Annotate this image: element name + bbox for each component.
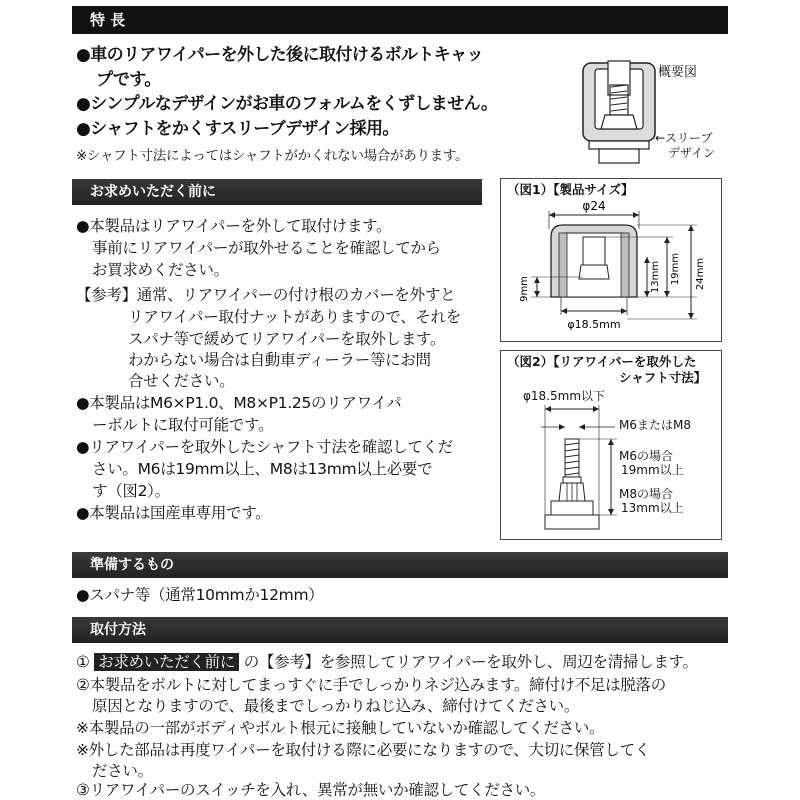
fig1-h24: 24mm <box>695 257 706 291</box>
install-line: ②本製品をボルトに対してまっすぐに手でしっかりネジ込みます。締付け不足は脱落の <box>76 676 666 694</box>
before-line: ーボルトに取付可能です。 <box>92 416 274 434</box>
fig2-m6-2: 19mm以上 <box>621 463 684 477</box>
product-size-diagram <box>501 179 721 339</box>
fig1-d24: φ24 <box>582 199 606 213</box>
before-line: ●本製品はM6×P1.0、M8×P1.25のリアワイパ <box>76 394 402 412</box>
install-line: ださい。 <box>92 762 153 780</box>
before-line: さい。M6は19mm以上、M8は13mm以上必要で <box>92 460 433 478</box>
install-line: ③リアワイパーのスイッチを入れ、異常が無いか確認してください。 <box>76 781 546 799</box>
feature-line-2: プです。 <box>96 70 161 90</box>
feature-line-4: ●シャフトをかくすスリーブデザイン採用。 <box>76 119 399 139</box>
before-line: 事前にリアワイパーが取外せることを確認してから <box>92 239 441 257</box>
install-heading: 取付方法 <box>72 617 728 643</box>
fig2-m6-1: M6の場合 <box>619 449 673 463</box>
fig2-title-1: （図2）【リアワイパーを取外した <box>507 354 697 369</box>
features-heading: 特 長 <box>72 6 728 34</box>
install-step-1 <box>76 652 698 672</box>
step1-reference-tag: お求めいただく前に <box>94 653 239 671</box>
before-line: ●本製品は国産車専用です。 <box>76 504 271 522</box>
fig2-thread: M6またはM8 <box>619 418 691 432</box>
fig1-h13: 13mm <box>650 260 661 294</box>
before-heading: お求めいただく前に <box>72 179 482 205</box>
before-line: お買求めください。 <box>92 261 229 279</box>
prep-item: ●スパナ等（通常10mmか12mm） <box>76 586 324 604</box>
install-line: 原因となりますので、最後までしっかりねじ込み、締付けてください。 <box>92 697 580 715</box>
feature-line-3: ●シンプルなデザインがお車のフォルムをくずしません。 <box>76 94 498 114</box>
sleeve-label-1: ←スリーブ <box>655 131 713 145</box>
step1-text: の【参考】を参照してリアワイパーを取外し、周辺を清掃します。 <box>243 653 698 671</box>
before-line: 合せください。 <box>128 372 235 390</box>
before-line: ●リアワイパーを取外したシャフト寸法を確認してくだ <box>76 438 453 456</box>
before-line: リアワイパー取付ナットがありますので、それを <box>128 308 462 326</box>
overview-illustration <box>575 55 665 165</box>
fig2-m8-1: M8の場合 <box>619 487 673 501</box>
prep-heading: 準備するもの <box>72 552 728 578</box>
feature-line-1: ●車のリアワイパーを外した後に取付けるボルトキャッ <box>76 45 483 65</box>
step1-number: ① <box>76 653 90 671</box>
fig1-title: （図1）【製品サイズ】 <box>507 182 634 197</box>
fig1-d185: φ18.5mm <box>567 318 621 331</box>
before-line: スパナ等で緩めてリアワイパーを取外します。 <box>128 330 446 348</box>
fig1-box <box>500 178 722 342</box>
fig2-box <box>500 350 722 540</box>
features-note: ※シャフト寸法によってはシャフトがかくれない場合があります。 <box>76 148 469 164</box>
overview-label: 概要図 <box>658 65 698 80</box>
sleeve-label-2: デザイン <box>668 146 716 160</box>
before-line: わからない場合は自動車ディーラー等にお問 <box>128 351 431 369</box>
before-line: ●本製品はリアワイパーを外して取付けます。 <box>76 217 392 235</box>
install-line: ※本製品の一部がボディやボルト根元に接触していないか確認してください。 <box>76 719 605 737</box>
fig2-title-2: シャフト寸法】 <box>619 370 707 385</box>
shaft-dimension-diagram <box>501 351 721 539</box>
install-line: ※外した部品は再度ワイパーを取付ける際に必要になりますので、大切に保管してく <box>76 741 651 759</box>
fig2-d185: φ18.5mm以下 <box>523 389 606 403</box>
fig1-h19: 19mm <box>670 252 681 286</box>
fig1-h9: 9mm <box>519 276 530 302</box>
fig2-m8-2: 13mm以上 <box>621 501 684 515</box>
before-line: 【参考】通常、リアワイパーの付け根のカバーを外すと <box>76 286 456 304</box>
before-line: す（図2）。 <box>92 482 170 500</box>
